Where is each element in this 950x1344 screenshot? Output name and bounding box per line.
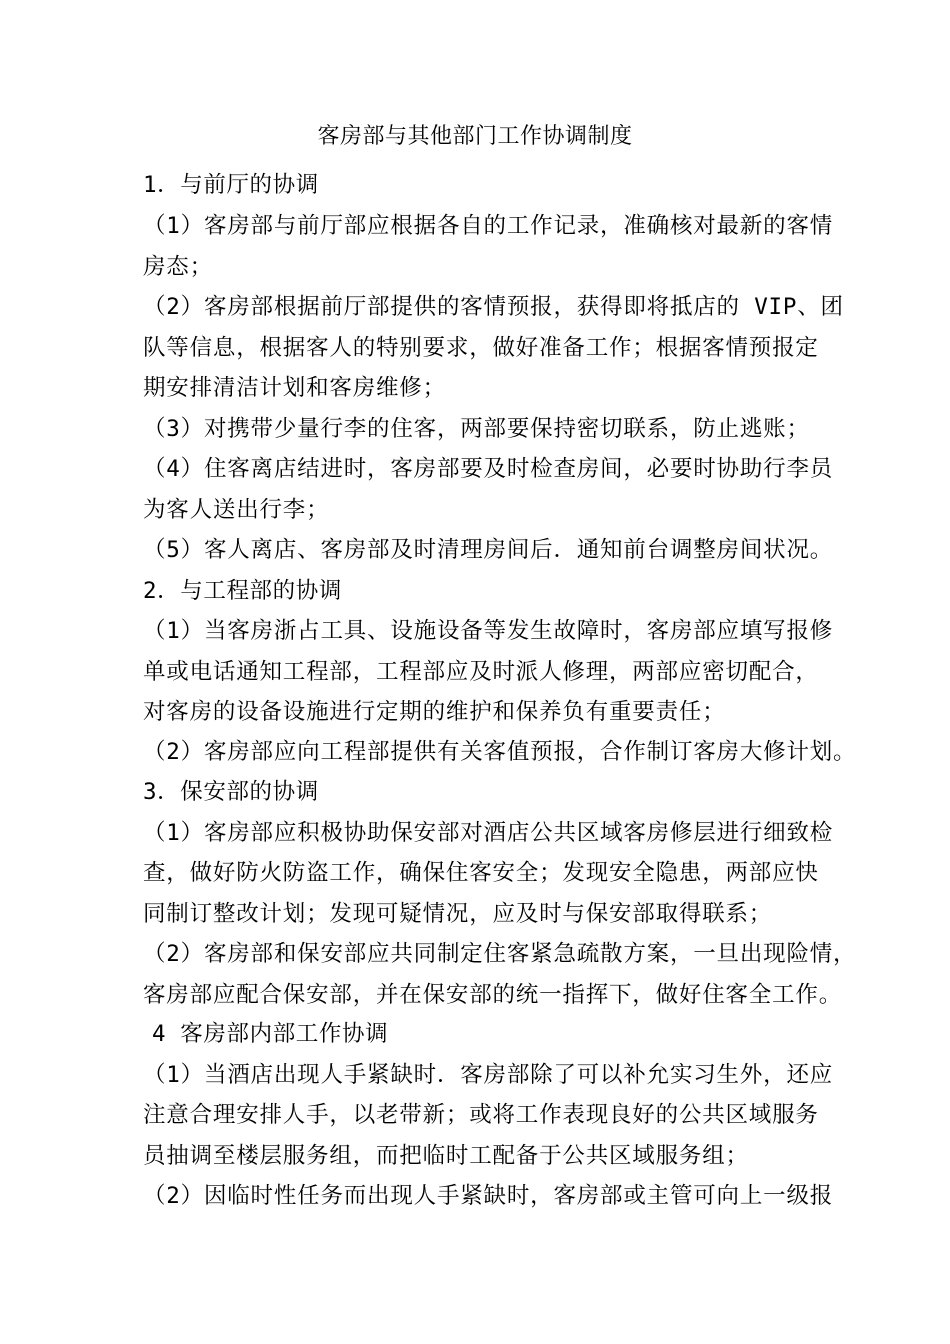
paragraph-line: （1）当酒店出现人手紧缺时．客房部除了可以补允实习生外，还应 <box>143 1062 834 1088</box>
paragraph-line: 为客人送出行李； <box>143 497 330 523</box>
paragraph-line: 房态； <box>143 254 213 280</box>
document-title: 客房部与其他部门工作协调制度 <box>317 124 633 149</box>
paragraph-line: （1）客房部与前厅部应根据各自的工作记录，准确核对最新的客情 <box>143 213 834 239</box>
section-heading-internal: 4 客房部内部工作协调 <box>152 1021 389 1047</box>
paragraph-line: （1）当客房浙占工具、设施设备等发生故障时，客房部应填写报修 <box>143 618 834 644</box>
paragraph-line: （3）对携带少量行李的住客，两部要保持密切联系，防止逃账； <box>143 416 810 442</box>
paragraph-line: 客房部应配合保安部，并在保安部的统一指挥下，做好住客全工作。 <box>143 982 843 1008</box>
paragraph-line: （4）住客离店结进时，客房部要及时检查房间，必要时协助行李员 <box>143 456 834 482</box>
paragraph-line: 期安排清洁计划和客房维修； <box>143 375 446 401</box>
paragraph-line: 注意合理安排人手，以老带新；或将工作表现良好的公共区域服务 <box>143 1102 819 1128</box>
paragraph-line: （2）因临时性任务而出现人手紧缺时，客房部或主管可向上一级报 <box>143 1183 834 1209</box>
paragraph-line: 单或电话通知工程部，工程部应及时派人修理，两部应密切配合， <box>143 659 819 685</box>
paragraph-line: 对客房的设备设施进行定期的维护和保养负有重要责任； <box>143 699 726 725</box>
paragraph-line: （2）客房部和保安部应共同制定住客紧急疏散方案，一旦出现险情， <box>143 941 857 967</box>
paragraph-line: 查，做好防火防盗工作，确保住客安全；发现安全隐患，两部应快 <box>143 860 819 886</box>
paragraph-line: （1）客房部应积极协助保安部对酒店公共区域客房修层进行细致检 <box>143 820 834 846</box>
section-heading-front-office: 1．与前厅的协调 <box>143 172 319 198</box>
paragraph-line: 员抽调至楼层服务组，而把临时工配备于公共区域服务组； <box>143 1143 749 1169</box>
paragraph-line: 同制订整改计划；发现可疑情况，应及时与保安部取得联系； <box>143 901 773 927</box>
paragraph-line: （2）客房部根据前厅部提供的客情预报，获得即将抵店的 VIP、团 <box>143 294 844 320</box>
section-heading-security: 3．保安部的协调 <box>143 779 319 805</box>
paragraph-line: （2）客房部应向工程部提供有关客值预报，合作制订客房大修计划。 <box>143 739 857 765</box>
paragraph-line: （5）客人离店、客房部及时清理房间后．通知前台调整房间状况。 <box>143 537 834 563</box>
paragraph-line: 队等信息，根据客人的特别要求，做好准备工作；根据客情预报定 <box>143 335 819 361</box>
section-heading-engineering: 2．与工程部的协调 <box>143 578 342 604</box>
